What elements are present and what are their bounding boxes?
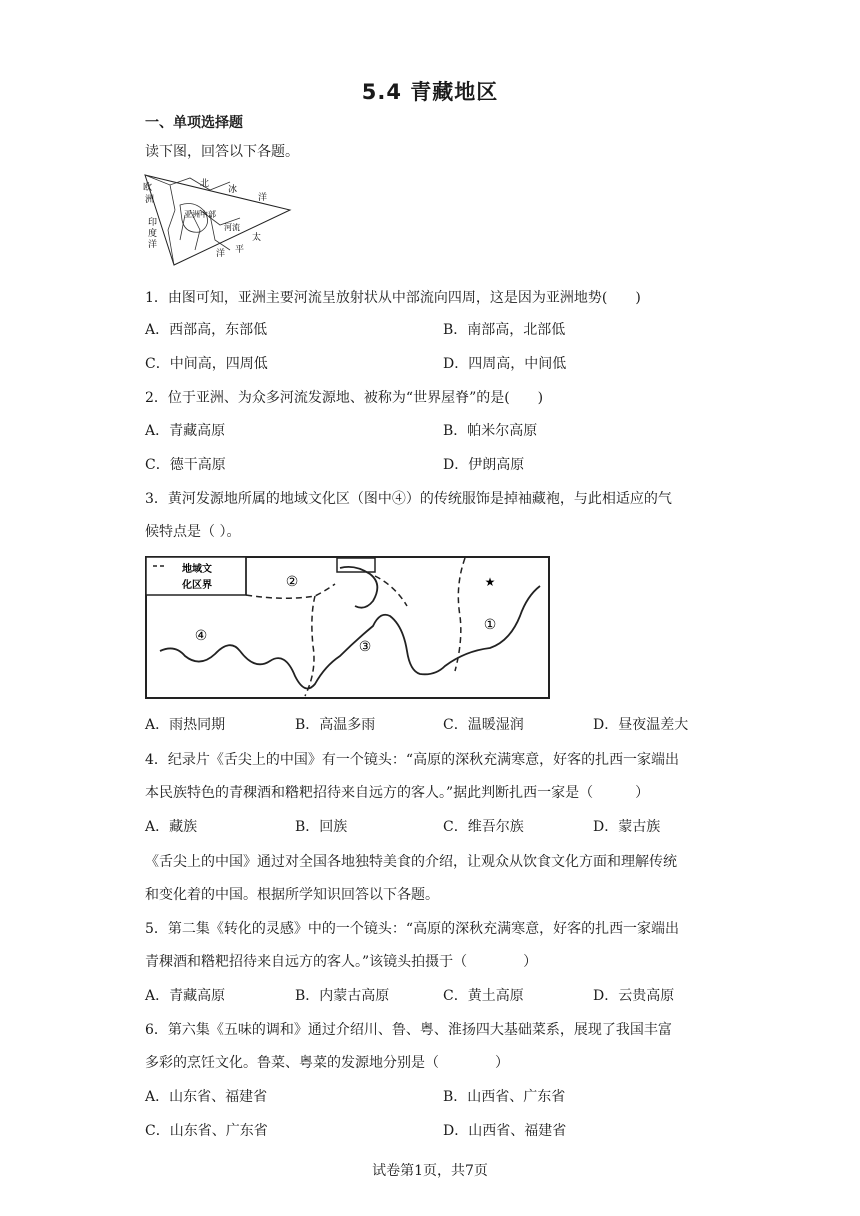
map1-label-tai: 太 bbox=[252, 233, 262, 243]
map1-label-ocean1: 洋 bbox=[258, 193, 268, 203]
map1-label-ice: 冰 bbox=[228, 185, 238, 195]
intro2-line2: 和变化着的中国。根据所学知识回答以下各题。 bbox=[145, 887, 439, 903]
q5-stem-line2: 青稞酒和糌粑招待来自远方的客人。”该镜头拍摄于（ ） bbox=[145, 954, 538, 970]
q5-stem-line1: 5．第二集《转化的灵感》中的一个镜头：“高原的深秋充满寒意，好客的扎西一家端出 bbox=[145, 921, 680, 937]
legend-line2: 化区界 bbox=[182, 580, 212, 591]
page-title: 5.4 青藏地区 bbox=[361, 80, 499, 104]
q6-option-d: D．山西省、福建省 bbox=[443, 1123, 567, 1139]
map1-label-du: 度 bbox=[148, 229, 158, 239]
region-2-label: ② bbox=[285, 574, 299, 590]
q2-option-d: D．伊朗高原 bbox=[443, 457, 525, 473]
capital-star-icon: ★ bbox=[484, 575, 496, 589]
page-footer: 试卷第1页，共7页 bbox=[372, 1163, 488, 1179]
map1-label-ocean2: 洋 bbox=[148, 240, 158, 250]
q6-option-a: A．山东省、福建省 bbox=[145, 1089, 268, 1105]
map1-label-eu: 欧 bbox=[143, 183, 153, 193]
cultural-regions-map bbox=[145, 556, 550, 699]
q3-option-c: C．温暖湿润 bbox=[443, 717, 524, 733]
q1-option-c: C．中间高，四周低 bbox=[145, 356, 268, 372]
q1-option-a: A．西部高，东部低 bbox=[145, 322, 268, 338]
map1-label-rope: 洲 bbox=[145, 195, 155, 205]
q4-option-b: B．回族 bbox=[295, 819, 348, 835]
q5-option-a: A．青藏高原 bbox=[145, 988, 226, 1004]
asia-rivers-map bbox=[140, 170, 295, 270]
q4-stem-line2: 本民族特色的青稞酒和糌粑招待来自远方的客人。”据此判断扎西一家是（ ） bbox=[145, 785, 650, 801]
q5-option-b: B．内蒙古高原 bbox=[295, 988, 390, 1004]
q2-option-c: C．德干高原 bbox=[145, 457, 226, 473]
q3-option-b: B．高温多雨 bbox=[295, 717, 376, 733]
region-1-label: ① bbox=[483, 617, 497, 633]
q1-stem: 1．由图可知，亚洲主要河流呈放射状从中部流向四周，这是因为亚洲地势( ) bbox=[145, 290, 641, 306]
q2-option-a: A．青藏高原 bbox=[145, 423, 226, 439]
q6-stem-line2: 多彩的烹饪文化。鲁菜、粤菜的发源地分别是（ ） bbox=[145, 1055, 509, 1071]
q5-option-d: D．云贵高原 bbox=[593, 988, 675, 1004]
q5-option-c: C．黄土高原 bbox=[443, 988, 524, 1004]
q4-option-a: A．藏族 bbox=[145, 819, 198, 835]
section-heading: 一、单项选择题 bbox=[145, 115, 243, 131]
q2-option-b: B．帕米尔高原 bbox=[443, 423, 538, 439]
q3-stem-line2: 候特点是（ ）。 bbox=[145, 524, 241, 540]
q6-option-c: C．山东省、广东省 bbox=[145, 1123, 268, 1139]
map1-label-in: 印 bbox=[148, 218, 158, 228]
q4-option-c: C．维吾尔族 bbox=[443, 819, 524, 835]
map1-label-ocean3: 洋 bbox=[216, 249, 226, 259]
region-4-label: ④ bbox=[194, 628, 208, 644]
q6-stem-line1: 6．第六集《五味的调和》通过介绍川、鲁、粤、淮扬四大基础菜系，展现了我国丰富 bbox=[145, 1022, 672, 1038]
region-3-label: ③ bbox=[358, 639, 372, 655]
q4-stem-line1: 4．纪录片《舌尖上的中国》有一个镜头：“高原的深秋充满寒意，好客的扎西一家端出 bbox=[145, 752, 680, 768]
q4-option-d: D．蒙古族 bbox=[593, 819, 661, 835]
q1-option-b: B．南部高，北部低 bbox=[443, 322, 566, 338]
intro-text: 读下图，回答以下各题。 bbox=[145, 144, 299, 160]
map1-label-north: 北 bbox=[200, 179, 210, 189]
q3-option-a: A．雨热同期 bbox=[145, 717, 226, 733]
map1-label-central: 亚洲中部 bbox=[184, 210, 216, 219]
q3-stem-line1: 3．黄河发源地所属的地域文化区（图中④）的传统服饰是掉袖藏袍，与此相适应的气 bbox=[145, 491, 672, 507]
q6-option-b: B．山西省、广东省 bbox=[443, 1089, 566, 1105]
map1-label-river: 河流 bbox=[224, 223, 240, 232]
q3-option-d: D．昼夜温差大 bbox=[593, 717, 689, 733]
q1-option-d: D．四周高，中间低 bbox=[443, 356, 567, 372]
legend-line1: 地域文 bbox=[182, 564, 212, 575]
q2-stem: 2．位于亚洲、为众多河流发源地、被称为“世界屋脊”的是( ) bbox=[145, 390, 544, 406]
intro2-line1: 《舌尖上的中国》通过对全国各地独特美食的介绍，让观众从饮食文化方面和理解传统 bbox=[145, 854, 677, 870]
map1-label-ping: 平 bbox=[235, 245, 245, 255]
